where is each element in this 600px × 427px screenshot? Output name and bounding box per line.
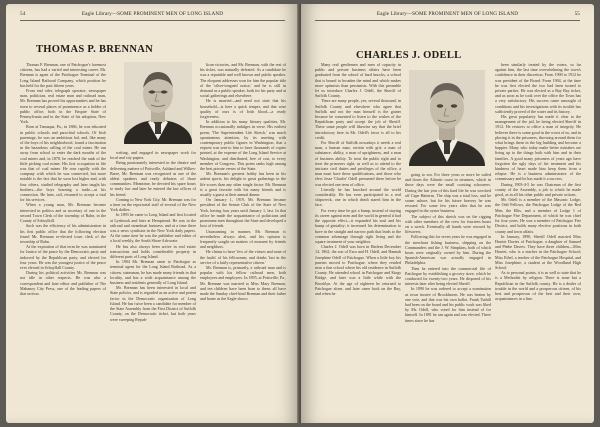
- paragraph: been similarly treated by the voters, so far against him, the last time overwhelming the town's confidence in their discretion. From 1900 to 1912 he was president of the Board. From 1904, at the time he was first elected the two had been turned to private parties. He was elected as a Bay Bay ticket, and as soon as he took over the office the Town has a very satisfactory. His success came unsought of conditions and his investigations with its trouble has sufficiently proved of the water and its history.: [495, 62, 581, 114]
- left-page-number: 54: [20, 11, 26, 17]
- book-spread: [6, 4, 594, 423]
- paragraph: Many real gentlemen and men of capacity in public and private business affairs have been graduated from the school of hard knocks, a school that is bound to broaden the mind and which makes more optimists than pessimists. With this preamble let us introduce Charles J. Odell, the Sheriff of Suffolk County.: [315, 62, 401, 99]
- odell-column-2: [405, 172, 491, 414]
- paragraph: For every time he got a bump, instead of staying its career against men and the world in general it had the opposite effect—it expanded his soul and his bump of geniality; it increased his determination to have in the straight and narrow path that leads to the common advantage through right living and the square treatment of your neighbor.: [315, 207, 401, 244]
- paragraph: Literally he has knocked around the world considerably. He has even participated in a real shipwreck, one in which death stared him in the face.: [315, 186, 401, 208]
- paragraph: During his political activities Mr. Brennan was not idle in other respects. He was also a correspondent and later editor and publisher of The Mahanoy City Press, one of the leading papers of that section.: [20, 270, 106, 296]
- odell-column-1: [315, 62, 401, 414]
- paragraph: On January 1, 1919, Mr. Brennan became president of the Senate Club of the State of New York, having four years until January 1, last. In that office he made the acquaintance of politicians and prominent men throughout the State and developed a host of friends.: [200, 197, 286, 229]
- paragraph: The subject of this sketch was on the rigging with other members of the crew for fourteen hours on a wreck. Eventually all hands were rescued by lifesavers.: [405, 213, 491, 235]
- paragraph: Then he entered into the commercial life of Patchogue by establishing a grocery store, which he conducted for twenty-two years. He disposed of his interests later after being elected Sheriff.: [405, 265, 491, 287]
- paragraph: lican victories, and Mr. Brennan, with the rest of his ticket, was naturally defeated. As a candidate he was a reputable and well known and public speaker. The eloquent addresses won for him the popular title of the 'silver-tongued orator,' and he is still in demand as a public speaker, both for his party and at social gatherings and elsewhere.: [200, 62, 286, 99]
- paragraph: Charles J. Odell was born in Harlem December 14, 1862, the son of Ezra and H. Odell, and Hannah Josephine Odell of Patchogue. When a little boy his parents moved to Patchogue, where they resided near a fine school where his old residence in Suffolk County. He attended school in Patchogue and Kings Bridge, and later was a little while with the Brooklyn. At the age of eighteen he returned to Patchogue alone, and later came back on the Bay, and when he: [315, 244, 401, 296]
- brennan-title: THOMAS P. BRENNAN: [36, 44, 154, 55]
- paragraph: Mr. Brennan's greatest hobby has been in his ardent sports, his delight to great gatherings in the life scores than any other single factor. Mr. Brennan is a great favorite with his many friends and is usually a guest at their annual dinner.: [200, 171, 286, 198]
- paragraph: His great popularity has made it clear to the management of the jail, he being elected Sheriff in 1912. He restores to office a man of integrity. He believes there is some good in the worst of us, and in placing it in the prisoners, throwing around them for what brings them in the big building and become a happier. Many who today make better mistakes are living up to the things both with him and in their families. A good many prisoners of years ago have forgotten the ugly days of his treatment and his kindness of heart made him keep them from a relapse. He is a business administrator of the commissary and he has made it a success.: [495, 114, 581, 182]
- paragraph: Mr. Brennan has been interested in local and State politics, and is regarded as an active and potent factor in the Democratic organization of Long Island. He has twice been a candidate for member of the State Assembly from the First District of Suffolk County, on the Democratic ticket, but both years were sweeping Repub-: [110, 285, 196, 322]
- odell-title: CHARLES J. ODELL: [356, 50, 462, 61]
- left-head-rule: [20, 20, 285, 21]
- brennan-column-3: [200, 62, 286, 414]
- paragraph: He is married—and need not state that his household—is here a quick temper, and that wise quality of ours is of Irish blood—a ready forgiveness.: [200, 98, 286, 120]
- paragraph: Such was the efficiency of his administration in his first public office that the following election found Mr. Brennan re-elected town clerk of the township of Rahn.: [20, 223, 106, 244]
- paragraph: In 1890 he was ordered to accept a nomination as town trustee of Brookhaven. He was beaten by one vote, and that was his own ballot. Frank Tuthill had been on the board and his public work was liked by Mr. Odell, who voted for him instead of for himself. In 1891 he ran again and was elected. Three times since he has: [405, 286, 491, 323]
- brennan-column-1: [20, 62, 106, 414]
- odell-column-3: [495, 62, 581, 414]
- paragraph: Thomas P. Brennan, one of Patchogue's foremost citizens, has had a varied and interesting career. Mr. Brennan is agent of the Patchogue Terminal of the Long Island Railroad Company, which position he has held for the past fifteen years.: [20, 62, 106, 88]
- right-head-rule: [315, 20, 580, 21]
- left-running-title: Eagle Library—SOME PROMINENT MEN OF LONG ISLAND: [81, 11, 224, 17]
- paragraph: Unassuming in manner, Mr. Brennan is nevertheless always alert, and his opinion is frequently sought on matters of moment by friends and neighbors.: [200, 228, 286, 250]
- odell-portrait: [409, 70, 485, 166]
- paragraph: Following this for seven years he was engaged in the merchant fishing business, shipping on the Commanders and the J. W. Simpkins, both of which boats were originally owned by him. During the Spanish-American war actually engaged in Philadelphia.: [405, 234, 491, 266]
- paragraph: In addition to his many literary qualities, Mr. Brennan occasionally indulges in verse. His earliest poem, 'The Suprintendent Life Sketch,' was much spontaneous attention, by its meeting with contemporary public figures in Washington, that a request was sent to him to have thousands of copies printed, at the expense of the Long Island Service at Washington, and distributed, free of cost, to every member of Congress. This poem ranks high among the best private verses of the State.: [200, 119, 286, 172]
- right-running-title: Eagle Library—SOME PROMINENT MEN OF LONG ISLAND: [376, 11, 519, 17]
- paragraph: In January, 1890, Sheriff Odell married Miss Harriet Davies of Patchogue, a daughter of Samuel and Phebe Davies. They have three children—Miss Harriet, who is a teacher in the Patchogue School; Miss Ethel, a teacher of the Patchogue Hospital, and Miss Josephine, a student at the Woodland High School.: [495, 233, 581, 270]
- right-page-number: 55: [574, 11, 580, 17]
- paragraph: During 1903-4-5 he was Chairman of the first county of the Assembly, a job to which he made good, as in all his other public and private actions.: [495, 181, 581, 198]
- brennan-portrait: [124, 62, 192, 144]
- paragraph: There are many people, yes, several thousand, in Suffolk County and elsewhere who agree that Suffolk and not the man himself is the gainer because he consented to listen to the wishes of the Republican party and accept the job of Sheriff. These same people will likewise say that the brief introductory here in Mr. Odell's favor is all to his credit.: [315, 98, 401, 140]
- paragraph: writing, and engaged in newspaper work for local and city papers.: [110, 150, 196, 161]
- paragraph: At the expiration of that term he was nominated for Justice of the peace by the Democratic party and indorsed by the Republican party, and elected for four years. He was the youngest justice of the peace ever elected in Schuylkill County.: [20, 244, 106, 270]
- paragraph: In 1904 Mr. Brennan came to Patchogue as terminal agent for the Long Island Railroad. As a citizen, statesman, he has made many friends in that locality, and has a wide acquaintance among the business and residents generally of Long Island.: [110, 259, 196, 286]
- paragraph: Mr. Brennan is, primarily, a railroad man and is popular with his fellow railroad men, both employees and employers. In 1895, at Pottsville, Pa., Mr. Brennan was married to Miss Mary Brennan, and ten children have been born to them; all have made the Sunday chief-kind Brennan and their father and home as the Eagle shows.: [200, 264, 286, 302]
- paragraph: For Sheriff of Suffolk nowadays it needs a real man, a human man, certain with grit; a man of substance, ability, a man of uprightness, and a man of business ability. To treat the public right and to treat the prisoners right, as well as to attend to the intricate civil duties and privileges of the office, a man must have these qualifications, and those who elect Jesse 'Charlie' Odell presumed these before he was elected one term of office.: [315, 140, 401, 187]
- paragraph: Mr. Odell is a member of the Masonic Lodge, the Odd Fellows, the Patchogue Lodge of the Red Men, the Elks, and a member of Lodge 1 of Patchogue Fire Department, of which he was chief for four years. He was a member of Patchogue Fire District, and holds many elective positions in both county and town affairs.: [495, 197, 581, 234]
- paragraph: In 1893 he came to Long Island and first located at Lynbrook and later at Hempstead. He was in the railroad and steamboat business, and at a time there was a news syndicate in the New York daily papers. At the same time he was the publisher and editor of a local weekly, the South Shore Advocate.: [110, 212, 196, 244]
- paragraph: Being passionately interested in the theatre and delivering matters of Pottsville, Ashland and Wilkes-Barre, Mr. Brennan was recognized as one of the ablest speakers and ready debaters of those communities. Meantime, he devoted his spare hours to study law and later he entered the law offices of his friend.: [110, 160, 196, 197]
- right-page: [301, 4, 594, 423]
- paragraph: As to personal points, it is as well to state that he is a Methodist by religion. There is none but a Republican in the Suffolk county. He is a dealer of trouble in the world and a prosperous citizen, of his best and prosperous of the best and their own, acquaintances in a fine.: [495, 270, 581, 302]
- brennan-column-2: [110, 150, 196, 414]
- left-page: [6, 4, 299, 423]
- paragraph: He claims to have 'few of the virtues and none of the faults' of his fellowmen, and drinks 'fast in the service of a fairly representative citizen.': [200, 249, 286, 265]
- paragraph: Born at Tamaqua, Pa., in 1866, he was educated in public schools and parochial schools. Of Irish parentage, he was an ambitious lad, and, like many of the boys of his neighborhood, found a fascination in the hazardous calling of the coal miner. He ran away from school to enter the dark mouths of the coal mines and, in 1878, he reached the rank of the little picking coal miner. His first occupation in life was that of coal miner. He rose rapidly with the company with which he was connected, but more notable is the fact that he soon lost higher and, with four others, studied telegraphy and later taught his brothers—the boys learning a trade—at his connection. He later, rail, returned to accept a trial for his services.: [20, 124, 106, 203]
- paragraph: Coming to New York City, Mr. Brennan was for a time on the reportorial staff of several of the New York dailies.: [110, 196, 196, 213]
- paragraph: going to sea. For three years or more he sailed and down the Atlantic coast in steamers, which in those days were the small coasting schooners. During the last year of this hard life he was wrecked off Cape Hatteras. The ship was a total loss, and he swam ashore, but for his future bravery he was rescued. For some few years after that he was engaged in the oyster business.: [405, 172, 491, 214]
- paragraph: From end oiler, telegraph operator, newspaper man, politician, real estate man and railroad man, Mr. Brennan has proved his opportunities and he has risen to several places of prominence as a holder of public office, both in the Empire State of Pennsylvania and in the State of his adoption, New York.: [20, 88, 106, 125]
- paragraph: When a young man, Mr. Brennan became interested in politics and as secretary of one in the second Town Clerk of the township of Rahn, in the County of Schuylkill.: [20, 202, 106, 224]
- paragraph: He has also always been active in real estate transactions and holds considerable property in different parts of Long Island.: [110, 243, 196, 260]
